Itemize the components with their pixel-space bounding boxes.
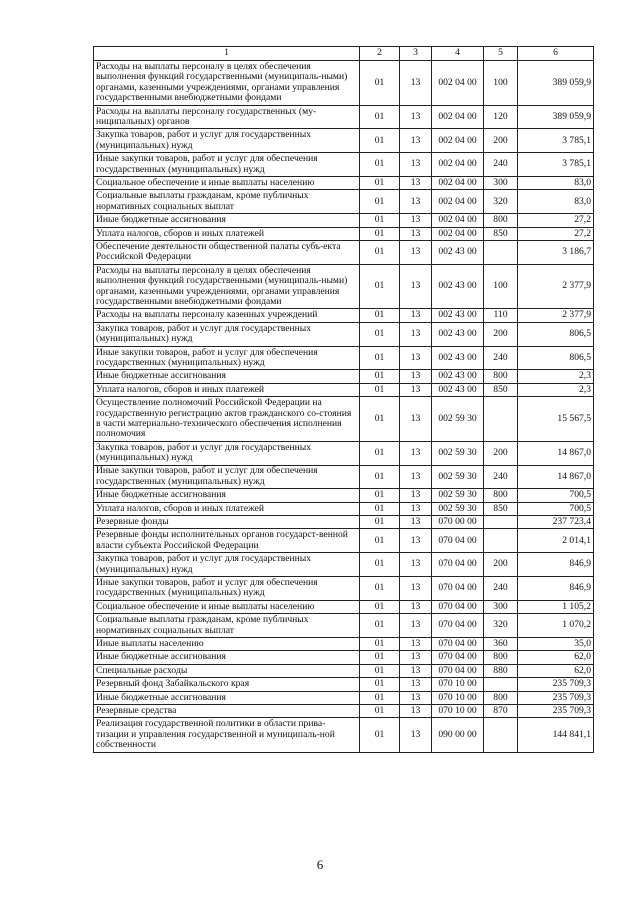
- cell-c3: 13: [400, 322, 432, 346]
- cell-c2: 01: [360, 309, 400, 322]
- cell-c3: 13: [400, 214, 432, 227]
- cell-c6: 806,5: [518, 346, 594, 370]
- cell-name: Уплата налогов, сборов и иных платежей: [94, 383, 360, 396]
- cell-c5: 800: [484, 370, 518, 383]
- cell-name: Резервные фонды исполнительных органов государст-венной власти субъекта Российской Федерации: [94, 529, 360, 553]
- cell-c6: 27,2: [518, 227, 594, 240]
- cell-c5: [484, 516, 518, 529]
- table-row: [94, 105, 594, 129]
- cell-c5: 300: [484, 600, 518, 613]
- table-row: [94, 190, 594, 214]
- cell-c6: 2,3: [518, 370, 594, 383]
- cell-c3: 13: [400, 129, 432, 153]
- table-row: [94, 553, 594, 577]
- cell-c6: 14 867,0: [518, 441, 594, 465]
- cell-c5: 100: [484, 61, 518, 106]
- table-row: [94, 529, 594, 553]
- cell-c6: 144 841,1: [518, 718, 594, 752]
- table-row: [94, 664, 594, 677]
- cell-c4: 002 04 00: [432, 153, 484, 177]
- cell-c5: 200: [484, 322, 518, 346]
- cell-c3: 13: [400, 240, 432, 264]
- table-row: [94, 465, 594, 489]
- page-number: 6: [316, 857, 324, 872]
- cell-c3: 13: [400, 441, 432, 465]
- cell-c4: 090 00 00: [432, 718, 484, 752]
- cell-c4: 070 04 00: [432, 600, 484, 613]
- cell-name: Резервный фонд Забайкальского края: [94, 678, 360, 691]
- cell-c2: 01: [360, 346, 400, 370]
- cell-c4: 070 04 00: [432, 638, 484, 651]
- table-row: [94, 346, 594, 370]
- cell-c6: 846,9: [518, 577, 594, 601]
- cell-c3: 13: [400, 614, 432, 638]
- cell-c3: 13: [400, 227, 432, 240]
- cell-name: Расходы на выплаты персоналу казенных учреждений: [94, 309, 360, 322]
- cell-c5: 800: [484, 691, 518, 704]
- cell-c4: 002 59 30: [432, 489, 484, 502]
- cell-c6: 1 105,2: [518, 600, 594, 613]
- cell-c3: 13: [400, 489, 432, 502]
- cell-c2: 01: [360, 489, 400, 502]
- cell-c3: 13: [400, 465, 432, 489]
- cell-c6: 700,5: [518, 489, 594, 502]
- cell-name: Обеспечение деятельности общественной палаты субъ-екта Российской Федерации: [94, 240, 360, 264]
- cell-c5: 360: [484, 638, 518, 651]
- cell-c2: 01: [360, 516, 400, 529]
- cell-c3: 13: [400, 346, 432, 370]
- cell-c6: 235 709,3: [518, 705, 594, 718]
- cell-c5: [484, 678, 518, 691]
- cell-name: Социальные выплаты гражданам, кроме публичных нормативных социальных выплат: [94, 614, 360, 638]
- cell-c5: 240: [484, 465, 518, 489]
- cell-c3: 13: [400, 370, 432, 383]
- cell-name: Иные бюджетные ассигнования: [94, 489, 360, 502]
- cell-c3: 13: [400, 153, 432, 177]
- cell-name: Иные закупки товаров, работ и услуг для обеспечения государственных (муниципальных) нужд: [94, 153, 360, 177]
- header-col-6: 6: [518, 47, 594, 61]
- cell-c4: 002 59 30: [432, 465, 484, 489]
- cell-c2: 01: [360, 705, 400, 718]
- cell-c6: 2 377,9: [518, 264, 594, 309]
- cell-c3: 13: [400, 705, 432, 718]
- cell-name: Иные закупки товаров, работ и услуг для обеспечения государственных (муниципальных) нужд: [94, 577, 360, 601]
- cell-c3: 13: [400, 691, 432, 704]
- cell-c4: 070 04 00: [432, 529, 484, 553]
- cell-c4: 002 59 30: [432, 397, 484, 442]
- cell-c5: 110: [484, 309, 518, 322]
- cell-c3: 13: [400, 105, 432, 129]
- cell-c2: 01: [360, 465, 400, 489]
- cell-name: Социальное обеспечение и иные выплаты населению: [94, 176, 360, 189]
- cell-c2: 01: [360, 529, 400, 553]
- cell-c6: 2 377,9: [518, 309, 594, 322]
- cell-c2: 01: [360, 214, 400, 227]
- header-col-4: 4: [432, 47, 484, 61]
- table-row: [94, 240, 594, 264]
- cell-name: Закупка товаров, работ и услуг для государственных (муниципальных) нужд: [94, 553, 360, 577]
- cell-c2: 01: [360, 441, 400, 465]
- cell-name: Иные бюджетные ассигнования: [94, 651, 360, 664]
- cell-c4: 070 04 00: [432, 614, 484, 638]
- cell-c4: 070 04 00: [432, 577, 484, 601]
- cell-c5: 320: [484, 190, 518, 214]
- cell-c5: [484, 240, 518, 264]
- cell-c3: 13: [400, 502, 432, 515]
- cell-c2: 01: [360, 502, 400, 515]
- cell-c6: 3 785,1: [518, 153, 594, 177]
- cell-name: Закупка товаров, работ и услуг для государственных (муниципальных) нужд: [94, 129, 360, 153]
- cell-name: Осуществление полномочий Российской Федерации на государственную регистрацию актов гражданского со-стояния в части материально-технического обеспечения исполнения полномочия: [94, 397, 360, 442]
- cell-c2: 01: [360, 190, 400, 214]
- cell-c6: 700,5: [518, 502, 594, 515]
- cell-c2: 01: [360, 718, 400, 752]
- cell-c4: 070 10 00: [432, 678, 484, 691]
- cell-c2: 01: [360, 240, 400, 264]
- cell-c3: 13: [400, 190, 432, 214]
- cell-c6: 62,0: [518, 664, 594, 677]
- cell-c2: 01: [360, 153, 400, 177]
- cell-c6: 83,0: [518, 176, 594, 189]
- table-row: [94, 651, 594, 664]
- cell-name: Закупка товаров, работ и услуг для государственных (муниципальных) нужд: [94, 441, 360, 465]
- cell-name: Иные бюджетные ассигнования: [94, 214, 360, 227]
- table-body: [94, 61, 594, 753]
- cell-c5: 850: [484, 502, 518, 515]
- cell-c2: 01: [360, 227, 400, 240]
- table-row: [94, 370, 594, 383]
- cell-c2: 01: [360, 678, 400, 691]
- cell-c4: 002 43 00: [432, 346, 484, 370]
- cell-c6: 15 567,5: [518, 397, 594, 442]
- cell-name: Социальные выплаты гражданам, кроме публичных нормативных социальных выплат: [94, 190, 360, 214]
- cell-c6: 235 709,3: [518, 678, 594, 691]
- cell-c4: 070 10 00: [432, 705, 484, 718]
- cell-c4: 070 04 00: [432, 664, 484, 677]
- cell-c3: 13: [400, 678, 432, 691]
- table-row: [94, 577, 594, 601]
- cell-c2: 01: [360, 129, 400, 153]
- cell-c3: 13: [400, 577, 432, 601]
- table-row: [94, 502, 594, 515]
- cell-c4: 002 04 00: [432, 176, 484, 189]
- table-row: [94, 176, 594, 189]
- cell-c3: 13: [400, 638, 432, 651]
- table-row: [94, 383, 594, 396]
- cell-name: Уплата налогов, сборов и иных платежей: [94, 227, 360, 240]
- cell-name: Иные бюджетные ассигнования: [94, 370, 360, 383]
- cell-c6: 2 014,1: [518, 529, 594, 553]
- cell-c3: 13: [400, 176, 432, 189]
- cell-c3: 13: [400, 264, 432, 309]
- cell-c4: 002 04 00: [432, 129, 484, 153]
- table-row: [94, 691, 594, 704]
- cell-c2: 01: [360, 264, 400, 309]
- header-col-2: 2: [360, 47, 400, 61]
- cell-c3: 13: [400, 309, 432, 322]
- cell-c2: 01: [360, 61, 400, 106]
- cell-c5: 800: [484, 651, 518, 664]
- cell-c6: 1 070,2: [518, 614, 594, 638]
- cell-c3: 13: [400, 516, 432, 529]
- cell-c6: 14 867,0: [518, 465, 594, 489]
- cell-c4: 002 43 00: [432, 383, 484, 396]
- table-row: [94, 61, 594, 106]
- cell-c6: 237 723,4: [518, 516, 594, 529]
- table-row: [94, 600, 594, 613]
- cell-c2: 01: [360, 651, 400, 664]
- table-row: [94, 309, 594, 322]
- table-row: [94, 214, 594, 227]
- cell-c5: [484, 397, 518, 442]
- cell-c5: 850: [484, 227, 518, 240]
- cell-name: Закупка товаров, работ и услуг для государственных (муниципальных) нужд: [94, 322, 360, 346]
- cell-c5: 300: [484, 176, 518, 189]
- cell-c6: 806,5: [518, 322, 594, 346]
- cell-name: Расходы на выплаты персоналу в целях обеспечения выполнения функций государственными (муниципаль-ными) органами, казенными учреждениями, органами управления государственными внебюджетными фондами: [94, 264, 360, 309]
- cell-c4: 070 04 00: [432, 651, 484, 664]
- cell-c3: 13: [400, 600, 432, 613]
- cell-c5: [484, 529, 518, 553]
- cell-c2: 01: [360, 638, 400, 651]
- cell-name: Уплата налогов, сборов и иных платежей: [94, 502, 360, 515]
- cell-c2: 01: [360, 577, 400, 601]
- cell-c4: 070 00 00: [432, 516, 484, 529]
- cell-name: Иные бюджетные ассигнования: [94, 691, 360, 704]
- header-col-1: 1: [94, 47, 360, 61]
- cell-c3: 13: [400, 529, 432, 553]
- cell-c2: 01: [360, 322, 400, 346]
- header-col-5: 5: [484, 47, 518, 61]
- cell-c2: 01: [360, 370, 400, 383]
- cell-c3: 13: [400, 61, 432, 106]
- cell-c4: 002 43 00: [432, 240, 484, 264]
- table-row: [94, 322, 594, 346]
- cell-name: Расходы на выплаты персоналу государственных (му-ниципальных) органов: [94, 105, 360, 129]
- cell-c2: 01: [360, 691, 400, 704]
- cell-c4: 002 04 00: [432, 214, 484, 227]
- table-row: [94, 718, 594, 752]
- cell-c6: 389 059,9: [518, 105, 594, 129]
- cell-name: Иные закупки товаров, работ и услуг для обеспечения государственных (муниципальных) нужд: [94, 346, 360, 370]
- cell-name: Иные закупки товаров, работ и услуг для обеспечения государственных (муниципальных) нужд: [94, 465, 360, 489]
- cell-c2: 01: [360, 176, 400, 189]
- cell-c4: 002 59 30: [432, 441, 484, 465]
- cell-c6: 846,9: [518, 553, 594, 577]
- cell-name: Резервные фонды: [94, 516, 360, 529]
- cell-c2: 01: [360, 614, 400, 638]
- cell-c5: 850: [484, 383, 518, 396]
- cell-c4: 002 59 30: [432, 502, 484, 515]
- table-row: [94, 705, 594, 718]
- cell-c5: 800: [484, 489, 518, 502]
- header-row: [94, 47, 594, 61]
- table-row: [94, 153, 594, 177]
- cell-c4: 002 04 00: [432, 105, 484, 129]
- cell-c6: 235 709,3: [518, 691, 594, 704]
- cell-c6: 83,0: [518, 190, 594, 214]
- cell-c3: 13: [400, 718, 432, 752]
- cell-c4: 002 04 00: [432, 227, 484, 240]
- table-row: [94, 516, 594, 529]
- table-row: [94, 441, 594, 465]
- cell-c3: 13: [400, 397, 432, 442]
- cell-c3: 13: [400, 383, 432, 396]
- budget-table: [93, 46, 594, 753]
- cell-c2: 01: [360, 553, 400, 577]
- cell-c5: 320: [484, 614, 518, 638]
- cell-c3: 13: [400, 553, 432, 577]
- cell-c5: 240: [484, 153, 518, 177]
- table-row: [94, 638, 594, 651]
- cell-c6: 3 785,1: [518, 129, 594, 153]
- cell-c5: 200: [484, 553, 518, 577]
- cell-c5: 200: [484, 441, 518, 465]
- cell-c4: 070 04 00: [432, 553, 484, 577]
- cell-c5: 870: [484, 705, 518, 718]
- cell-c5: 880: [484, 664, 518, 677]
- cell-c4: 070 10 00: [432, 691, 484, 704]
- table-row: [94, 397, 594, 442]
- table-row: [94, 264, 594, 309]
- cell-c4: 002 43 00: [432, 322, 484, 346]
- cell-name: Резервные средства: [94, 705, 360, 718]
- cell-name: Расходы на выплаты персоналу в целях обеспечения выполнения функций государственными (муниципаль-ными) органами, казенными учреждениями, органами управления государственными внебюджетными фондами: [94, 61, 360, 106]
- cell-c3: 13: [400, 664, 432, 677]
- cell-c4: 002 04 00: [432, 61, 484, 106]
- cell-c6: 62,0: [518, 651, 594, 664]
- cell-name: Реализация государственной политики в области прива-тизации и управления государственной и муниципаль-ной собственности: [94, 718, 360, 752]
- cell-c6: 2,3: [518, 383, 594, 396]
- cell-c5: 200: [484, 129, 518, 153]
- table-row: [94, 614, 594, 638]
- cell-c6: 27,2: [518, 214, 594, 227]
- cell-c5: 240: [484, 577, 518, 601]
- cell-c4: 002 04 00: [432, 190, 484, 214]
- cell-c5: 100: [484, 264, 518, 309]
- cell-c4: 002 43 00: [432, 309, 484, 322]
- cell-c6: 35,0: [518, 638, 594, 651]
- table-row: [94, 227, 594, 240]
- table-row: [94, 129, 594, 153]
- cell-c2: 01: [360, 105, 400, 129]
- cell-c5: 800: [484, 214, 518, 227]
- cell-c2: 01: [360, 397, 400, 442]
- table-row: [94, 489, 594, 502]
- cell-name: Специальные расходы: [94, 664, 360, 677]
- cell-c5: [484, 718, 518, 752]
- cell-c3: 13: [400, 651, 432, 664]
- cell-name: Социальное обеспечение и иные выплаты населению: [94, 600, 360, 613]
- cell-c4: 002 43 00: [432, 370, 484, 383]
- header-col-3: 3: [400, 47, 432, 61]
- cell-name: Иные выплаты населению: [94, 638, 360, 651]
- table-row: [94, 678, 594, 691]
- cell-c5: 240: [484, 346, 518, 370]
- cell-c2: 01: [360, 664, 400, 677]
- cell-c4: 002 43 00: [432, 264, 484, 309]
- cell-c5: 120: [484, 105, 518, 129]
- cell-c2: 01: [360, 600, 400, 613]
- cell-c6: 389 059,9: [518, 61, 594, 106]
- cell-c2: 01: [360, 383, 400, 396]
- cell-c6: 3 186,7: [518, 240, 594, 264]
